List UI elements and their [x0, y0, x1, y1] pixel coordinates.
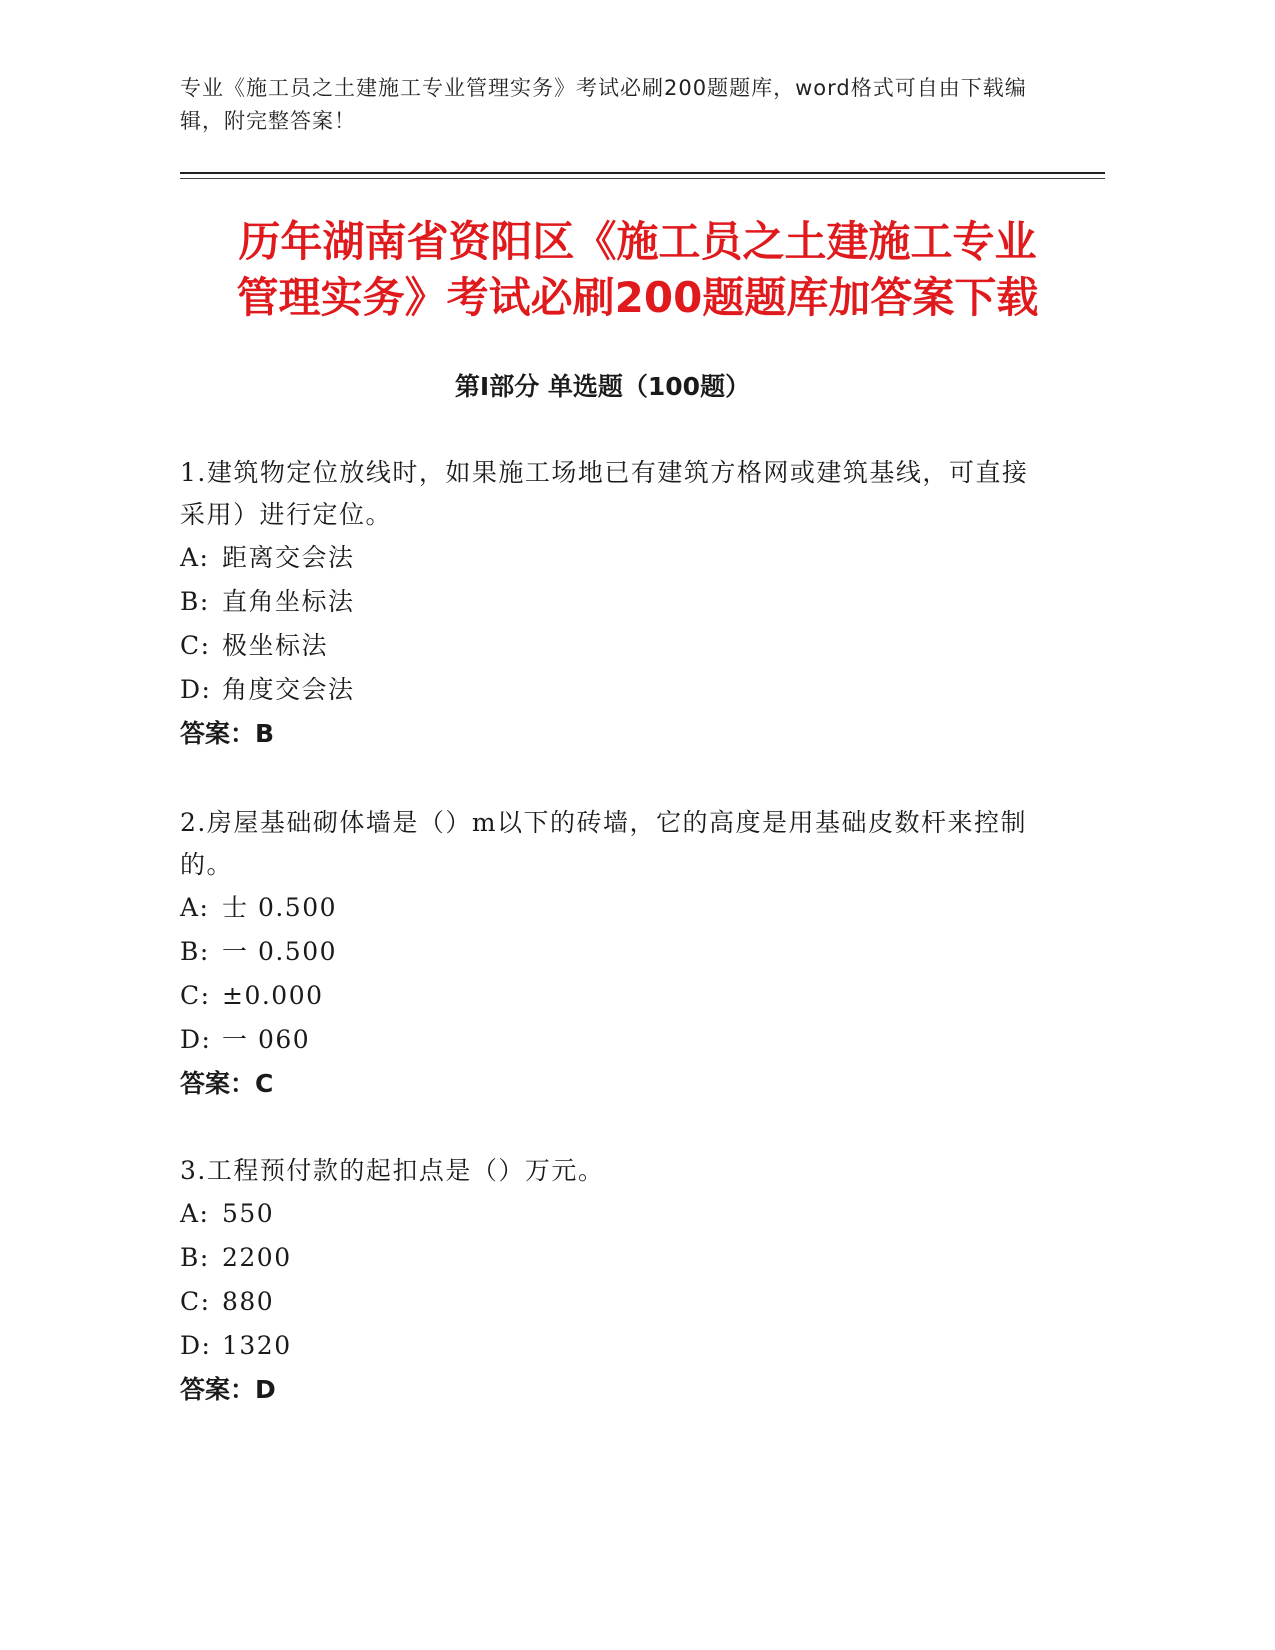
main-title — [150, 214, 1125, 326]
option-b — [180, 580, 1040, 624]
option-key: A: — [180, 543, 210, 572]
header-note: 专业《施工员之土建施工专业管理实务》考试必刷200题题库，word格式可自由下载编辑，附完整答案！ — [180, 76, 1027, 133]
option-c — [180, 624, 1040, 668]
option-key: C: — [180, 631, 211, 660]
option-value: 距离交会法 — [222, 543, 355, 572]
option-d — [180, 668, 1040, 712]
option-value: 550 — [222, 1199, 275, 1228]
option-a — [180, 886, 1040, 930]
option-c — [180, 1280, 1040, 1324]
option-value: 880 — [222, 1287, 275, 1316]
option-value: ±0.000 — [222, 981, 324, 1010]
option-c — [180, 974, 1040, 1018]
option-a — [180, 1192, 1040, 1236]
option-value: 2200 — [222, 1243, 292, 1272]
option-value: 士 0.500 — [222, 893, 338, 922]
section-title: 第Ⅰ部分 单选题（100题） — [454, 372, 751, 401]
option-key: A: — [180, 1199, 210, 1228]
answer: 答案：B — [180, 719, 275, 748]
option-b — [180, 930, 1040, 974]
option-value: 极坐标法 — [222, 631, 329, 660]
option-a — [180, 536, 1040, 580]
question-text: 2.房屋基础砌体墙是（）m以下的砖墙，它的高度是用基础皮数杆来控制的。 — [180, 808, 1028, 879]
option-d — [180, 1324, 1040, 1368]
option-value: 1320 — [222, 1331, 292, 1360]
option-b — [180, 1236, 1040, 1280]
option-d — [180, 1018, 1040, 1062]
option-key: B: — [180, 587, 210, 616]
option-key: D: — [180, 1331, 212, 1360]
question-1 — [180, 452, 1040, 756]
option-key: D: — [180, 675, 212, 704]
option-key: A: — [180, 893, 210, 922]
answer: 答案：C — [180, 1069, 274, 1098]
option-value: 一 0.500 — [222, 937, 338, 966]
main-title-line-2: 管理实务》考试必刷200题题库加答案下载 — [236, 273, 1039, 322]
question-text: 3.工程预付款的起扣点是（）万元。 — [180, 1156, 605, 1185]
main-title-line-1: 历年湖南省资阳区《施工员之土建施工专业 — [238, 217, 1037, 266]
header-rule-thin — [180, 178, 1105, 179]
option-key: C: — [180, 981, 211, 1010]
option-key: D: — [180, 1025, 212, 1054]
option-key: C: — [180, 1287, 211, 1316]
option-value: 角度交会法 — [222, 675, 355, 704]
option-key: B: — [180, 1243, 210, 1272]
option-key: B: — [180, 937, 210, 966]
question-2 — [180, 802, 1040, 1106]
question-3 — [180, 1150, 1040, 1412]
option-value: 一 060 — [222, 1025, 311, 1054]
option-value: 直角坐标法 — [222, 587, 355, 616]
header-rule-thick — [180, 172, 1105, 174]
answer: 答案：D — [180, 1375, 276, 1404]
question-text: 1.建筑物定位放线时，如果施工场地已有建筑方格网或建筑基线，可直接采用）进行定位。 — [180, 458, 1029, 529]
